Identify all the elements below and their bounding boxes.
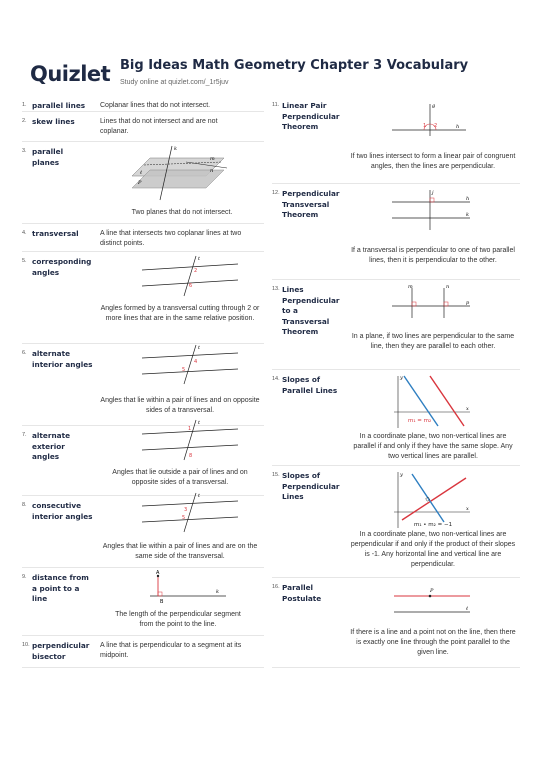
vocab-entry (22, 344, 264, 426)
entry-definition: In a coordinate plane, two non-vertical lines are perpendicular if and only if the product of their slopes is -1. Any horizontal line and vertical line are perpendicular. (350, 531, 516, 569)
svg-text:p: p (466, 300, 470, 306)
entry-number: 14. (272, 376, 280, 382)
entry-definition: In a coordinate plane, two non-vertical lines are parallel if and only if they have the same slope. Any two vertical lines are parallel. (353, 433, 513, 461)
svg-text:1: 1 (188, 426, 192, 432)
vocab-entry (22, 224, 264, 252)
entry-term: Linear Pair Perpendicular Theorem (282, 101, 340, 132)
entry-number: 2. (22, 118, 27, 124)
entry-term: Slopes of Perpendicular Lines (282, 471, 340, 502)
svg-text:y: y (400, 375, 403, 381)
vocab-entry (272, 184, 520, 280)
svg-text:k: k (466, 212, 470, 218)
entry-definition: A line that intersects two coplanar lines at two distinct points. (100, 230, 242, 248)
entry-number: 1. (22, 102, 27, 108)
entry-definition: The length of the perpendicular segment from the point to the line. (115, 611, 241, 629)
svg-text:m: m (210, 156, 215, 162)
entry-number: 11. (272, 102, 280, 108)
entry-term: parallel lines (32, 101, 86, 110)
entry-number: 13. (272, 286, 280, 292)
svg-text:h: h (456, 124, 460, 130)
svg-text:2: 2 (194, 268, 198, 274)
entry-term: transversal (32, 229, 79, 238)
perpendicular-slope-equation: m₁ • m₂ = −1 (414, 522, 453, 528)
svg-text:h: h (466, 196, 470, 202)
entry-number: 9. (22, 574, 27, 580)
consecutive-interior-figure (140, 492, 240, 534)
svg-text:4: 4 (194, 359, 198, 365)
entry-term: Parallel Postulate (282, 583, 322, 603)
vocab-entry (22, 493, 264, 568)
entry-definition: In a plane, if two lines are perpendicular to the same line, then they are parallel to each other. (351, 333, 515, 351)
svg-text:A: A (156, 570, 160, 576)
vocab-entry (22, 96, 264, 112)
svg-text:g: g (432, 103, 436, 109)
svg-text:5: 5 (182, 367, 186, 373)
vocab-entry (272, 280, 520, 370)
svg-text:m: m (408, 284, 413, 290)
entry-definition: If there is a line and a point not on the line, then there is exactly one line through the point parallel to the given line. (350, 629, 516, 657)
svg-text:P: P (430, 588, 434, 594)
svg-text:5: 5 (182, 515, 186, 521)
vocab-entry (22, 252, 264, 344)
svg-text:t: t (198, 493, 201, 499)
parallel-postulate-figure (392, 584, 472, 618)
svg-text:x: x (466, 406, 469, 412)
svg-text:t: t (198, 420, 201, 426)
entry-number: 10. (22, 642, 30, 648)
svg-text:n: n (446, 284, 450, 290)
linear-pair-figure (390, 102, 470, 138)
entry-definition: Lines that do not intersect and are not coplanar. (100, 118, 218, 136)
entry-term: alternate interior angles (32, 349, 93, 369)
page-title: Big Ideas Math Geometry Chapter 3 Vocabulary (120, 58, 469, 73)
entry-number: 15. (272, 472, 280, 478)
parallel-slopes-figure (392, 372, 472, 430)
entry-definition: If two lines intersect to form a linear pair of congruent angles, then the lines are perpendicular. (350, 153, 516, 171)
svg-text:ℓ: ℓ (140, 170, 143, 176)
distance-figure (148, 570, 228, 606)
vocab-entry (272, 578, 520, 668)
svg-text:3: 3 (184, 507, 188, 513)
svg-text:8: 8 (189, 453, 193, 459)
svg-text:B: B (160, 599, 164, 605)
vocab-entry (272, 96, 520, 184)
vocab-entry (22, 112, 264, 142)
entry-definition: Angles that lie outside a pair of lines and on opposite sides of a transversal. (112, 469, 248, 487)
parallel-slope-equation: m₁ = m₂ (408, 418, 432, 424)
entry-term: consecutive interior angles (32, 501, 93, 521)
entry-definition: If a transversal is perpendicular to one of two parallel lines, then it is perpendicular to the other. (351, 247, 515, 265)
entry-term: parallel planes (32, 147, 64, 167)
vocab-entry (22, 142, 264, 224)
entry-definition: Angles formed by a transversal cutting through 2 or more lines that are in the same relative position. (100, 305, 260, 323)
entry-term: Lines Perpendicular to a Transversal Theorem (282, 285, 340, 337)
entry-term: Slopes of Parallel Lines (282, 375, 338, 395)
perpendicular-slopes-figure (392, 470, 472, 530)
page-header (30, 52, 520, 98)
entry-number: 16. (272, 584, 280, 590)
entry-definition: Coplanar lines that do not intersect. (100, 102, 211, 109)
vocab-entry (22, 636, 264, 668)
entry-term: perpendicular bisector (32, 641, 90, 661)
vocab-entry (22, 420, 264, 496)
svg-text:t: t (198, 256, 201, 262)
entry-definition: Two planes that do not intersect. (131, 209, 233, 216)
svg-text:k: k (174, 146, 178, 152)
entry-term: distance from a point to a line (32, 573, 89, 604)
entry-number: 12. (272, 190, 280, 196)
svg-text:n: n (210, 168, 214, 174)
entry-number: 5. (22, 258, 27, 264)
entry-term: corresponding angles (32, 257, 92, 277)
entry-number: 7. (22, 432, 27, 438)
entry-term: skew lines (32, 117, 75, 126)
lines-perpendicular-figure (390, 284, 474, 320)
svg-text:k: k (216, 589, 220, 595)
vocab-entry (22, 568, 264, 636)
alternate-exterior-figure (140, 418, 240, 462)
svg-text:t: t (198, 345, 201, 351)
corresponding-angles-figure (140, 254, 240, 298)
svg-text:x: x (466, 506, 469, 512)
svg-text:2: 2 (434, 123, 438, 129)
svg-text:P: P (138, 180, 142, 186)
entry-definition: Angles that lie within a pair of lines and are on the same side of the transversal. (102, 543, 258, 561)
svg-text:j: j (432, 190, 434, 196)
entry-definition: A line that is perpendicular to a segment at its midpoint. (100, 642, 242, 660)
perpendicular-transversal-figure (390, 188, 474, 232)
parallel-planes-figure (132, 144, 232, 202)
entry-number: 8. (22, 502, 27, 508)
vocab-entry (272, 466, 520, 578)
vocab-entry (272, 370, 520, 466)
entry-term: alternate exterior angles (32, 431, 71, 462)
entry-number: 6. (22, 350, 27, 356)
svg-text:6: 6 (189, 283, 193, 289)
svg-text:y: y (400, 472, 403, 478)
svg-text:1: 1 (423, 123, 427, 129)
entry-number: 4. (22, 230, 27, 236)
entry-number: 3. (22, 148, 27, 154)
alternate-interior-figure (140, 344, 240, 386)
study-link[interactable]: Study online at quizlet.com/_1r5juv (120, 79, 229, 86)
entry-definition: Angles that lie within a pair of lines and on opposite sides of a transversal. (100, 397, 260, 415)
svg-text:ℓ: ℓ (466, 606, 469, 612)
quizlet-logo: Quizlet (30, 62, 111, 86)
entry-term: Perpendicular Transversal Theorem (282, 189, 340, 220)
